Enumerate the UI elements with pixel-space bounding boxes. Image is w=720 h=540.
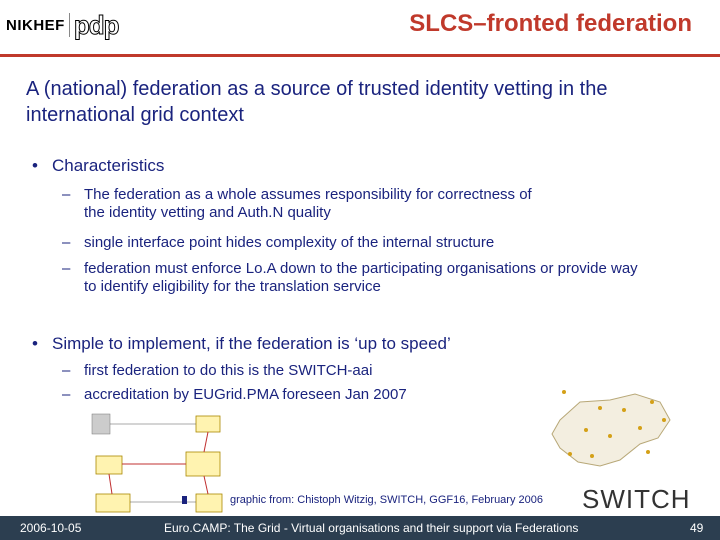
bullet-label: Characteristics: [52, 156, 165, 175]
switzerland-map: [540, 380, 680, 480]
footer-page-number: 49: [690, 521, 704, 535]
figure-caption: graphic from: Chistoph Witzig, SWITCH, GGF16, February 2006: [230, 494, 543, 506]
title-rule: [0, 54, 720, 57]
nikhef-pdp-logo: [6, 8, 119, 42]
sub-bullet: – first federation to do this is the SWITCH-aai: [62, 362, 373, 379]
footer-date: 2006-10-05: [20, 521, 82, 535]
sub-bullet: – The federation as a whole assumes responsibility for correctness of the identity vetting and Auth.N quality: [62, 186, 532, 221]
logo-nikhef-text: NIKHEF: [6, 16, 65, 34]
bullet-characteristics: [32, 156, 164, 176]
switch-logo: SWITCH: [582, 484, 691, 514]
bullet-simple-to-implement: [32, 334, 451, 354]
sub-bullet: – federation must enforce Lo.A down to the participating organisations or provide way to identify eligibility for the translation service: [62, 260, 638, 295]
bullet-dot: •: [32, 334, 38, 353]
bullet-dot: •: [32, 156, 38, 175]
sub-bullet: – single interface point hides complexity of the internal structure: [62, 234, 495, 251]
slide-title: SLCS–fronted federation: [409, 10, 692, 37]
logo-pdp-text: pdp: [73, 9, 119, 40]
logo-divider: [69, 13, 70, 37]
switch-architecture-diagram: [86, 410, 234, 522]
slide-subtitle: A (national) federation as a source of trusted identity vetting in the international grid context: [26, 78, 608, 126]
sub-bullet: – accreditation by EUGrid.PMA foreseen Jan 2007: [62, 386, 407, 403]
footer-event: Euro.CAMP: The Grid - Virtual organisations and their support via Federations: [164, 521, 579, 535]
slide-footer: [0, 516, 720, 540]
bullet-label: Simple to implement, if the federation is ‘up to speed’: [52, 334, 451, 353]
